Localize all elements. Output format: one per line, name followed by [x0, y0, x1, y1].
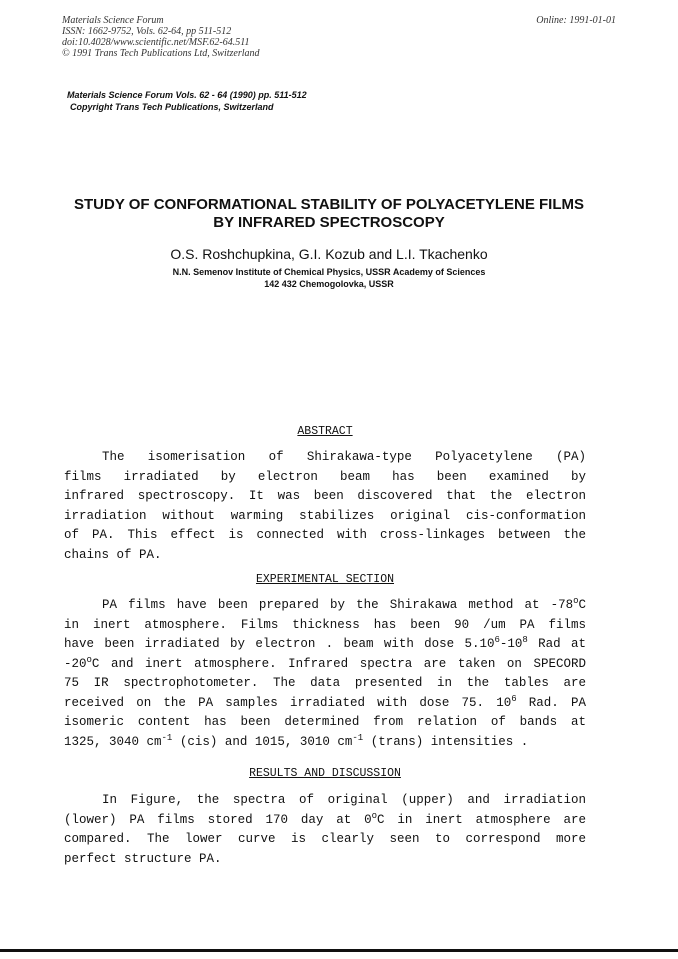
- authors: O.S. Roshchupkina, G.I. Kozub and L.I. Tkachenko: [170, 246, 488, 262]
- paper-title: [40, 196, 618, 232]
- copyright-line: © 1991 Trans Tech Publications Ltd, Switzerland: [62, 48, 260, 59]
- experimental-body: [64, 596, 586, 752]
- affiliation-address: 142 432 Chemogolovka, USSR: [264, 279, 394, 289]
- journal-name: Materials Science Forum: [62, 15, 164, 26]
- abstract-line: films irradiated by electron beam has been examined by: [64, 469, 586, 484]
- abstract-heading-text: ABSTRACT: [297, 425, 353, 438]
- experimental-line: isomeric content has been determined from relation of bands at: [64, 715, 586, 729]
- text-run: 1325, 3040 cm: [64, 734, 162, 749]
- results-line: perfect structure PA.: [64, 851, 222, 866]
- text-run: C in inert atmosphere are: [377, 812, 587, 827]
- journal-metadata: [62, 15, 260, 59]
- superscript: 6: [511, 693, 517, 704]
- source-copyright-line: Copyright Trans Tech Publications, Switzerland: [70, 102, 274, 112]
- text-run: -20: [64, 656, 87, 671]
- experimental-line: [64, 733, 586, 753]
- text-run: (lower) PA films stored 170 day at 0: [64, 812, 372, 827]
- text-run: -10: [499, 637, 523, 651]
- superscript: o: [573, 595, 579, 606]
- affiliation: [40, 266, 618, 290]
- experimental-line: [64, 655, 586, 675]
- source-citation: [67, 89, 307, 113]
- experimental-line: [64, 694, 586, 714]
- text-run: Rad at: [527, 637, 586, 651]
- abstract-body: [64, 448, 586, 565]
- experimental-line: [64, 635, 586, 655]
- text-run: have been irradiated by electron . beam with dose 5.10: [64, 637, 495, 651]
- page-bottom-rule: [0, 949, 678, 952]
- title-line-1: STUDY OF CONFORMATIONAL STABILITY OF POLYACETYLENE FILMS: [73, 196, 585, 213]
- title-line-2: BY INFRARED SPECTROSCOPY: [213, 214, 445, 231]
- superscript: -1: [352, 732, 364, 743]
- experimental-heading: [64, 573, 586, 587]
- superscript: 8: [522, 634, 528, 645]
- experimental-line: [64, 596, 586, 616]
- doi-line: doi:10.4028/www.scientific.net/MSF.62-64.511: [62, 37, 250, 48]
- issn-line: ISSN: 1662-9752, Vols. 62-64, pp 511-512: [62, 26, 232, 37]
- abstract-line: irradiation without warming stabilizes original cis-conformation: [64, 508, 586, 523]
- source-volume-line: Materials Science Forum Vols. 62 - 64 (1990) pp. 511-512: [67, 90, 307, 100]
- experimental-heading-text: EXPERIMENTAL SECTION: [255, 573, 395, 586]
- superscript: 6: [494, 634, 500, 645]
- superscript: o: [86, 654, 92, 665]
- results-line: compared. The lower curve is clearly seen to correspond more: [64, 832, 586, 846]
- abstract-line: of PA. This effect is connected with cross-linkages between the: [64, 528, 586, 542]
- text-run: Rad. PA: [516, 695, 586, 710]
- abstract-line: chains of PA.: [64, 547, 162, 562]
- results-line: [64, 811, 586, 831]
- results-line: In Figure, the spectra of original (upper) and irradiation: [102, 793, 586, 807]
- results-heading-text: RESULTS AND DISCUSSION: [249, 767, 401, 780]
- text-run: PA films have been prepared by the Shirakawa method at -78: [102, 598, 574, 612]
- affiliation-institute: N.N. Semenov Institute of Chemical Physics, USSR Academy of Sciences: [172, 267, 486, 277]
- superscript: o: [371, 810, 378, 821]
- abstract-heading: [64, 425, 586, 439]
- results-heading: [64, 767, 586, 781]
- online-date: Online: 1991-01-01: [536, 15, 616, 26]
- superscript: -1: [161, 732, 173, 743]
- text-run: C and inert atmosphere. Infrared spectra are taken on SPECORD: [91, 656, 586, 671]
- experimental-line: in inert atmosphere. Films thickness has been 90 /um PA films: [64, 617, 586, 632]
- text-run: C: [578, 598, 586, 612]
- text-run: received on the PA samples irradiated with dose 75. 10: [64, 695, 512, 710]
- abstract-line: infrared spectroscopy. It was been discovered that the electron: [64, 489, 586, 503]
- text-run: (cis) and 1015, 3010 cm: [172, 734, 353, 749]
- results-body: [64, 791, 586, 869]
- text-run: (trans) intensities .: [363, 734, 529, 749]
- experimental-line: 75 IR spectrophotometer. The data presented in the tables are: [64, 676, 586, 690]
- abstract-line: The isomerisation of Shirakawa-type Polyacetylene (PA): [102, 450, 586, 464]
